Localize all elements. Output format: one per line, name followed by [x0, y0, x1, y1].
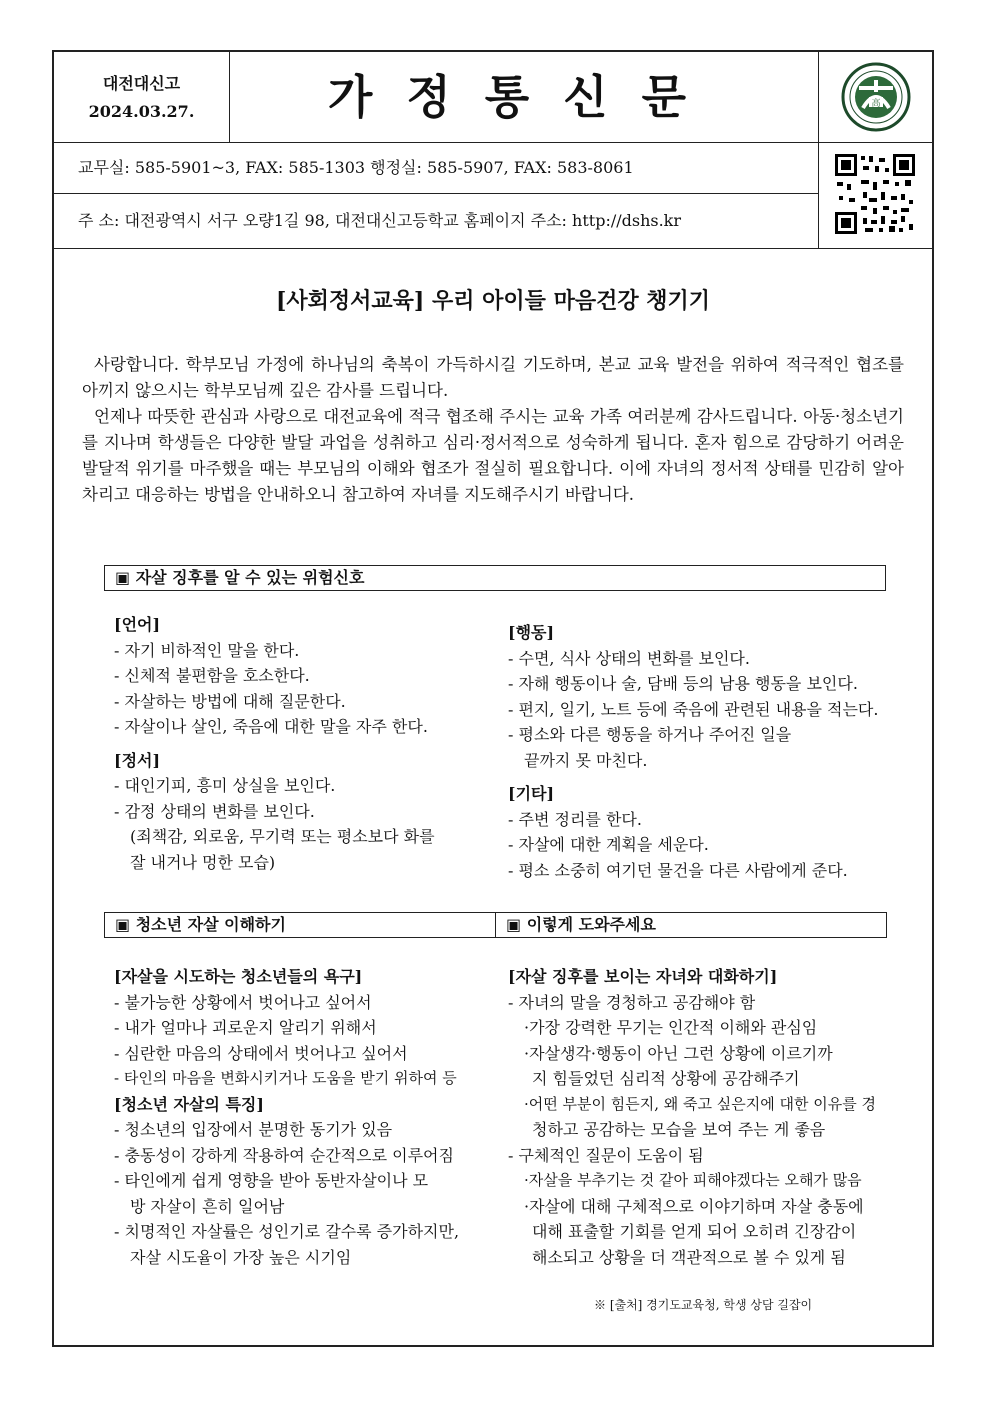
section-understanding-title: ▣ 청소년 자살 이해하기 — [104, 912, 496, 938]
school-seal-icon — [819, 52, 933, 142]
list-note: (죄책감, 외로움, 무기력 또는 평소보다 화를 — [130, 827, 435, 846]
list-item: - 심란한 마음의 상태에서 벗어나고 싶어서 — [114, 1043, 408, 1063]
page-title: 가정통신문 — [327, 70, 721, 124]
needs-heading: [자살을 시도하는 청소년들의 욕구] — [114, 967, 363, 986]
list-item: - 청소년의 입장에서 분명한 동기가 있음 — [114, 1120, 393, 1139]
section-warning-signs-title: ▣ 자살 징후를 알 수 있는 위험신호 — [104, 565, 886, 591]
understanding-column — [114, 964, 494, 1270]
list-item: - 내가 얼마나 괴로운지 알리기 위해서 — [114, 1018, 377, 1037]
list-subitem: ·자살에 대해 구체적으로 이야기하며 자살 충동에 — [524, 1196, 864, 1216]
list-subitem: ·자살생각·행동이 아닌 그런 상황에 이르기까 — [524, 1043, 833, 1063]
list-item: - 평소 소중히 여기던 물건을 다른 사람에게 준다. — [508, 860, 848, 880]
list-note: 잘 내거나 멍한 모습) — [130, 852, 276, 872]
etc-heading: [기타] — [508, 784, 555, 803]
list-item: - 치명적인 자살률은 성인기로 갈수록 증가하지만, — [114, 1222, 460, 1241]
list-item: - 자해 행동이나 술, 담배 등의 남용 행동을 보인다. — [508, 674, 858, 693]
features-heading: [청소년 자살의 특징] — [114, 1094, 264, 1114]
warning-signs-left-column — [114, 612, 494, 875]
contact-address: 주 소: 대전광역시 서구 오량1길 98, 대전대신고등학교 홈페이지 주소: http://dshs.kr — [78, 211, 682, 230]
language-heading: [언어] — [114, 615, 161, 634]
list-item: - 충동성이 강하게 작용하여 순간적으로 이루어짐 — [114, 1145, 454, 1165]
list-item: - 평소와 다른 행동을 하거나 주어진 일을 — [508, 725, 792, 744]
list-item: - 편지, 일기, 노트 등에 죽음에 관련된 내용을 적는다. — [508, 699, 879, 719]
list-subitem-continued: 대해 표출할 기회를 얻게 되어 오히려 긴장감이 — [532, 1222, 857, 1241]
list-item: - 자살이나 살인, 죽음에 대한 말을 자주 한다. — [114, 717, 428, 736]
behavior-heading: [행동] — [508, 623, 555, 642]
emotion-heading: [정서] — [114, 750, 161, 770]
source-note: ※ [출처] 경기도교육청, 학생 상담 길잡이 — [594, 1298, 813, 1312]
intro-paragraph-1: 사랑합니다. 학부모님 가정에 하나님의 축복이 가득하시길 기도하며, 본교 교육 발전을 위하여 적극적인 협조를 아끼지 않으시는 학부모님께 깊은 감사를 드립니다. — [82, 355, 904, 400]
svg-text:高: 高 — [871, 99, 881, 109]
school-info — [54, 52, 230, 142]
list-subitem-continued: 해소되고 상황을 더 객관적으로 볼 수 있게 됨 — [532, 1247, 846, 1267]
list-item: - 수면, 식사 상태의 변화를 보인다. — [508, 648, 750, 668]
talk-heading: [자살 징후를 보이는 자녀와 대화하기] — [508, 967, 778, 986]
school-logo — [818, 52, 933, 142]
list-item-continued: 자살 시도율이 가장 높은 시기임 — [130, 1247, 352, 1267]
qr-code-icon — [819, 142, 933, 248]
list-item: - 불가능한 상황에서 벗어나고 싶어서 — [114, 992, 372, 1012]
list-item: - 자기 비하적인 말을 한다. — [114, 640, 300, 660]
warning-signs-right-column — [508, 620, 932, 883]
list-item: - 대인기피, 흥미 상실을 보인다. — [114, 776, 336, 795]
qr-code[interactable] — [818, 142, 933, 248]
list-item: - 감정 상태의 변화를 보인다. — [114, 801, 315, 821]
list-item: - 자살하는 방법에 대해 질문한다. — [114, 691, 346, 711]
newsletter-page — [52, 50, 934, 1347]
school-name: 대전대신고 — [102, 74, 181, 93]
list-item: - 신체적 불편함을 호소한다. — [114, 666, 310, 685]
section-help-title: ▣ 이렇게 도와주세요 — [495, 912, 887, 938]
list-item-continued: 방 자살이 흔히 일어남 — [130, 1196, 285, 1216]
list-subitem: ·어떤 부분이 힘든지, 왜 죽고 싶은지에 대한 이유를 경 — [524, 1094, 876, 1113]
list-item: - 구체적인 질문이 도움이 됨 — [508, 1145, 704, 1165]
list-subitem: ·가장 강력한 무기는 인간적 이해와 관심임 — [524, 1018, 818, 1037]
list-item: - 자녀의 말을 경청하고 공감해야 함 — [508, 992, 756, 1012]
list-subitem-continued: 청하고 공감하는 모습을 보여 주는 게 좋음 — [532, 1120, 826, 1139]
issue-date: 2024.03.27. — [88, 102, 195, 121]
header-divider — [54, 248, 932, 249]
header — [54, 52, 932, 143]
contact-phones: 교무실: 585-5901~3, FAX: 585-1303 행정실: 585-5907, FAX: 583-8061 — [54, 142, 818, 194]
list-item: - 타인에게 쉽게 영향을 받아 동반자살이나 모 — [114, 1171, 429, 1190]
list-item: - 타인의 마음을 변화시키거나 도움을 받기 위하여 등 — [114, 1069, 457, 1087]
help-column — [508, 964, 932, 1270]
list-item: - 주변 정리를 한다. — [508, 809, 642, 829]
intro-paragraph-2: 언제나 따뜻한 관심과 사랑으로 대전교육에 적극 협조해 주시는 교육 가족 여러분께 감사드립니다. 아동·청소년기를 지나며 학생들은 다양한 발달 과업을 성취하고 심리·정서적으로 성숙하게 됩니다. 혼자 힘으로 감당하기 어려운 발달적 위기를 마주했을 때는 부모님의 이해와 협조가 절실히 필요합니다. 이에 자녀의 정서적 상태를 민감히 알아차리고 대응하는 방법을 안내하오니 참고하여 자녀를 지도해주시기 바랍니다. — [82, 407, 904, 504]
list-item-continued: 끝까지 못 마친다. — [524, 750, 648, 770]
list-subitem-continued: 지 힘들었던 심리적 상황에 공감해주기 — [532, 1069, 800, 1088]
list-item: - 자살에 대한 계획을 세운다. — [508, 835, 709, 854]
article-title: [사회정서교육] 우리 아이들 마음건강 챙기기 — [276, 288, 710, 314]
article-intro — [82, 352, 904, 508]
list-subitem: ·자살을 부추기는 것 같아 피해야겠다는 오해가 많음 — [524, 1171, 862, 1189]
